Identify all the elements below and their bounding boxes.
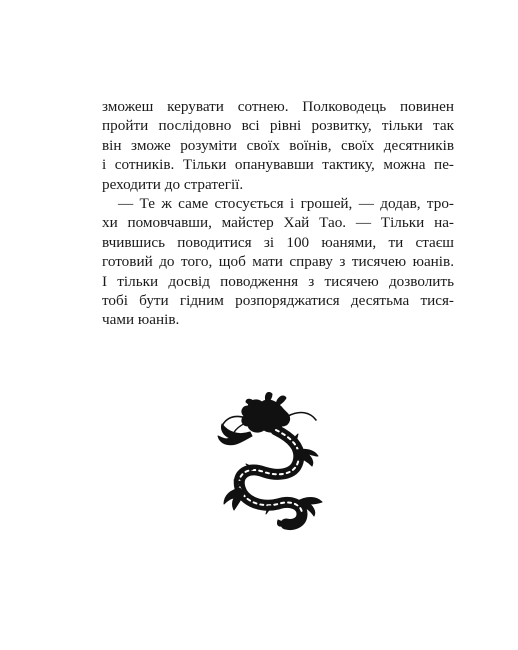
text-line: тобі бути гідним розпоряджатися десятьма тися- [102, 292, 454, 310]
text-line: хи помовчавши, майстер Хай Тао. — Тільки на- [102, 214, 454, 232]
text-line: пройти послідовно всі рівні розвитку, тільки так [102, 117, 454, 135]
text-line: — Те ж саме стосується і грошей, — додав, тро- [118, 195, 454, 213]
text-line: вчившись поводитися зі 100 юанями, ти стаєш [102, 233, 454, 251]
text-line: готовий до того, щоб мати справу з тисячею юанів. [102, 253, 454, 271]
text-line: він зможе розуміти своїх воїнів, своїх десятників [102, 136, 454, 154]
text-line: і сотників. Тільки опанувавши тактику, можна пе- [102, 156, 454, 174]
text-line: реходити до стратегії. [102, 175, 244, 193]
body-text [102, 97, 454, 330]
text-line: зможеш керувати сотнею. Полководець повинен [102, 98, 454, 115]
dragon-icon [206, 392, 346, 532]
text-line: І тільки досвід поводження з тисячею дозволить [102, 272, 454, 290]
text-line: чами юанів. [102, 311, 180, 329]
